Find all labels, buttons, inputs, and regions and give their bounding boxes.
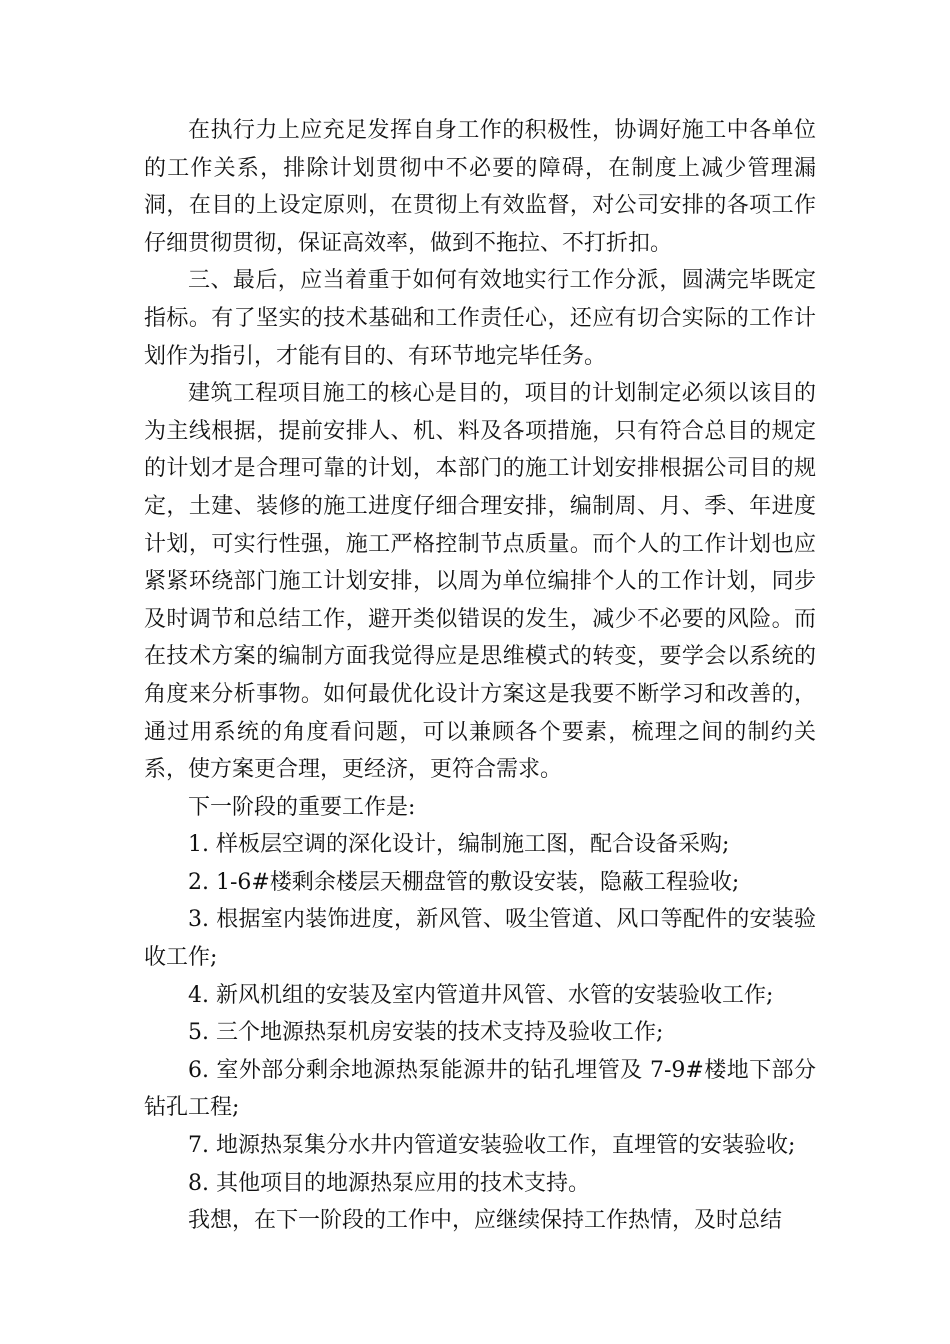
list-item bbox=[144, 1014, 816, 1052]
list-text: 1-6#楼剩余楼层天棚盘管的敷设安装，隐蔽工程验收; bbox=[216, 869, 740, 895]
list-item bbox=[144, 1052, 816, 1127]
list-item bbox=[144, 1127, 816, 1165]
list-number: 1. bbox=[188, 832, 209, 858]
paragraph-next-stage-heading: 下一阶段的重要工作是: bbox=[188, 794, 416, 820]
list-item bbox=[144, 1165, 816, 1203]
list-number: 8. bbox=[188, 1170, 209, 1196]
list-text: 室外部分剩余地源热泵能源井的钻孔埋管及 7-9#楼地下部分钻孔工程; bbox=[144, 1057, 816, 1121]
list-number: 7. bbox=[188, 1133, 209, 1159]
list-text: 根据室内装饰进度，新风管、吸尘管道、风口等配件的安装验收工作; bbox=[144, 907, 816, 971]
list-number: 6. bbox=[188, 1057, 209, 1083]
list-number: 2. bbox=[188, 869, 209, 895]
list-text: 样板层空调的深化设计，编制施工图，配合设备采购; bbox=[216, 832, 730, 858]
document-body bbox=[144, 112, 816, 1240]
paragraph-project-core: 建筑工程项目施工的核心是目的，项目的计划制定必须以该目的为主线根据，提前安排人、机、料及各项措施，只有符合总目的规定的计划才是合理可靠的计划，本部门的施工计划安排根据公司目的规定，土建、装修的施工进度仔细合理安排，编制周、月、季、年进度计划，可实行性强，施工严格控制节点质量。而个人的工作计划也应紧紧环绕部门施工计划安排，以周为单位编排个人的工作计划，同步及时调节和总结工作，避开类似错误的发生，减少不必要的风险。而在技术方案的编制方面我觉得应是思维模式的转变，要学会以系统的角度来分析事物。如何最优化设计方案这是我要不断学习和改善的，通过用系统的角度看问题，可以兼顾各个要素，梳理之间的制约关系，使方案更合理，更经济，更符合需求。 bbox=[144, 381, 816, 783]
list-number: 5. bbox=[188, 1020, 209, 1046]
paragraph-execution: 在执行力上应充足发挥自身工作的积极性，协调好施工中各单位的工作关系，排除计划贯彻中不必要的障碍，在制度上减少管理漏洞，在目的上设定原则，在贯彻上有效监督，对公司安排的各项工作仔细贯彻贯彻，保证高效率，做到不拖拉、不打折扣。 bbox=[144, 118, 816, 256]
list-item bbox=[144, 901, 816, 976]
list-item bbox=[144, 864, 816, 902]
paragraph-closing: 我想，在下一阶段的工作中，应继续保持工作热情，及时总结 bbox=[188, 1208, 783, 1234]
list-text: 新风机组的安装及室内管道井风管、水管的安装验收工作; bbox=[216, 982, 774, 1008]
list-text: 地源热泵集分水井内管道安装验收工作，直埋管的安装验收; bbox=[216, 1133, 796, 1159]
paragraph-section-three: 三、最后，应当着重于如何有效地实行工作分派，圆满完毕既定指标。有了坚实的技术基础和工作责任心，还应有切合实际的工作计划作为指引，才能有目的、有环节地完毕任务。 bbox=[144, 268, 816, 369]
list-number: 3. bbox=[188, 907, 209, 933]
list-item bbox=[144, 977, 816, 1015]
list-number: 4. bbox=[188, 982, 209, 1008]
list-text: 三个地源热泵机房安装的技术支持及验收工作; bbox=[216, 1020, 664, 1046]
list-text: 其他项目的地源热泵应用的技术支持。 bbox=[216, 1170, 591, 1196]
list-item bbox=[144, 826, 816, 864]
